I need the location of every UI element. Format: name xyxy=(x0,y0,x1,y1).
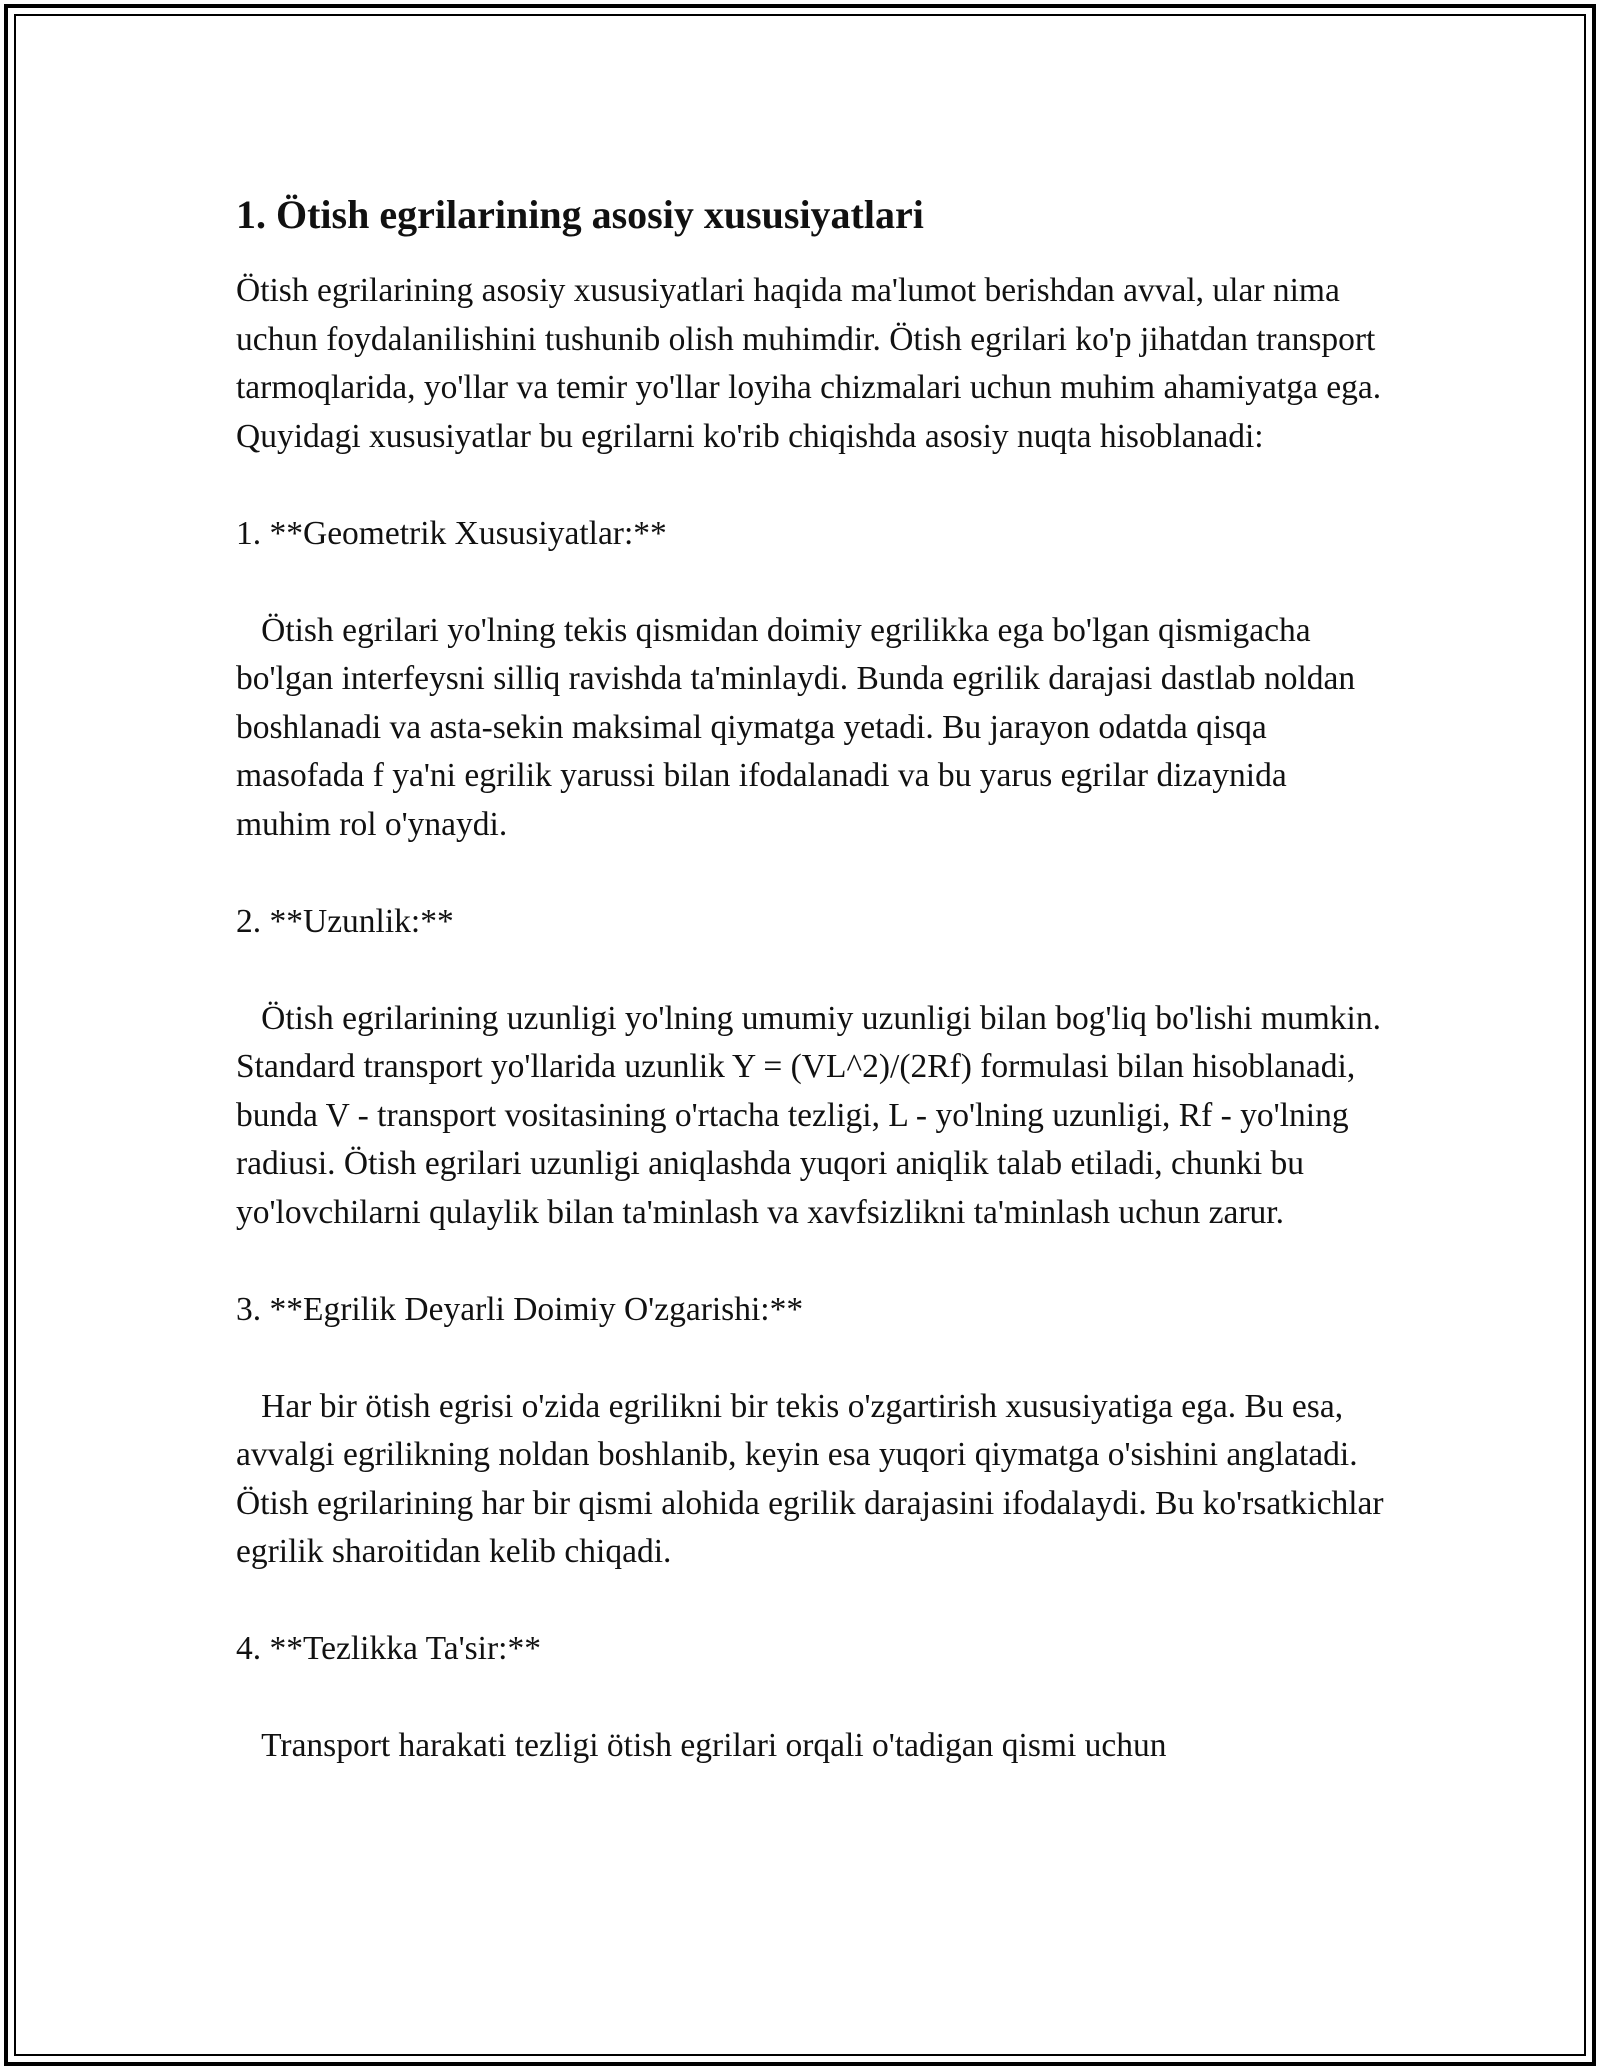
section-heading-speed: 4. **Tezlikka Ta'sir:** xyxy=(236,1630,541,1667)
section-body-speed: Transport harakati tezligi ötish egrilari orqali o'tadigan qismi uchun xyxy=(236,1727,1167,1764)
intro-paragraph: Ötish egrilarining asosiy xususiyatlari haqida ma'lumot berishdan avval, ular nima uchun foydalanilishini tushunib olish muhimdir. Ötish egrilari ko'p jihatdan transport tarmoqlarida, yo'llar va temir yo'llar loyiha chizmalari uchun muhim ahamiyatga ega. Quyidagi xususiyatlar bu egrilarni ko'rib chiqishda asosiy nuqta hisoblanadi: xyxy=(236,272,1390,455)
section-heading-geometric: 1. **Geometrik Xususiyatlar:** xyxy=(236,514,667,552)
paragraph-spacer xyxy=(236,1237,1386,1286)
paragraph-spacer xyxy=(236,849,1386,898)
paragraph-spacer xyxy=(236,946,1386,995)
document-title: 1. Ötish egrilarining asosiy xususiyatlari xyxy=(236,192,924,237)
paragraph-spacer xyxy=(236,1674,1386,1723)
paragraph-spacer xyxy=(236,461,1386,510)
paragraph-spacer xyxy=(236,558,1386,607)
paragraph-spacer xyxy=(236,1334,1386,1383)
section-body-length: Ötish egrilarining uzunligi yo'lning umumiy uzunligi bilan bog'liq bo'lishi mumkin. Standard transport yo'llarida uzunlik Y = (VL^2)/(2Rf) formulasi bilan hisoblanadi, bunda V - transport vositasining o'rtacha tezligi, L - yo'lning uzunligi, Rf - yo'lning radiusi. Ötish egrilari uzunligi aniqlashda yuqori aniqlik talab etiladi, chunki bu yo'lovchilarni qulaylik bilan ta'minlash va xavfsizlikni ta'minlash uchun zarur. xyxy=(236,999,1390,1231)
section-body-curvature: Har bir ötish egrisi o'zida egrilikni bir tekis o'zgartirish xususiyatiga ega. Bu esa, avvalgi egrilikning noldan boshlanib, keyin esa yuqori qiymatga o'sishini anglatadi. Ötish egrilarining har bir qismi alohida egrilik darajasini ifodalaydi. Bu ko'rsatkichlar egrilik sharoitidan kelib chiqadi. xyxy=(236,1387,1392,1570)
paragraph-spacer xyxy=(236,1577,1386,1626)
section-heading-curvature: 3. **Egrilik Deyarli Doimiy O'zgarishi:** xyxy=(236,1290,804,1328)
section-heading-length: 2. **Uzunlik:** xyxy=(236,902,454,940)
section-body-geometric: Ötish egrilari yo'lning tekis qismidan doimiy egrilikka ega bo'lgan qismigacha bo'lgan interfeysni silliq ravishda ta'minlaydi. Bunda egrilik darajasi dastlab noldan boshlanadi va asta-sekin maksimal qiymatga yetadi. Bu jarayon odatda qisqa masofada f ya'ni egrilik yarussi bilan ifodalanadi va bu yarus egrilar dizaynida muhim rol o'ynaydi. xyxy=(236,611,1364,843)
document-page xyxy=(236,185,1392,1771)
